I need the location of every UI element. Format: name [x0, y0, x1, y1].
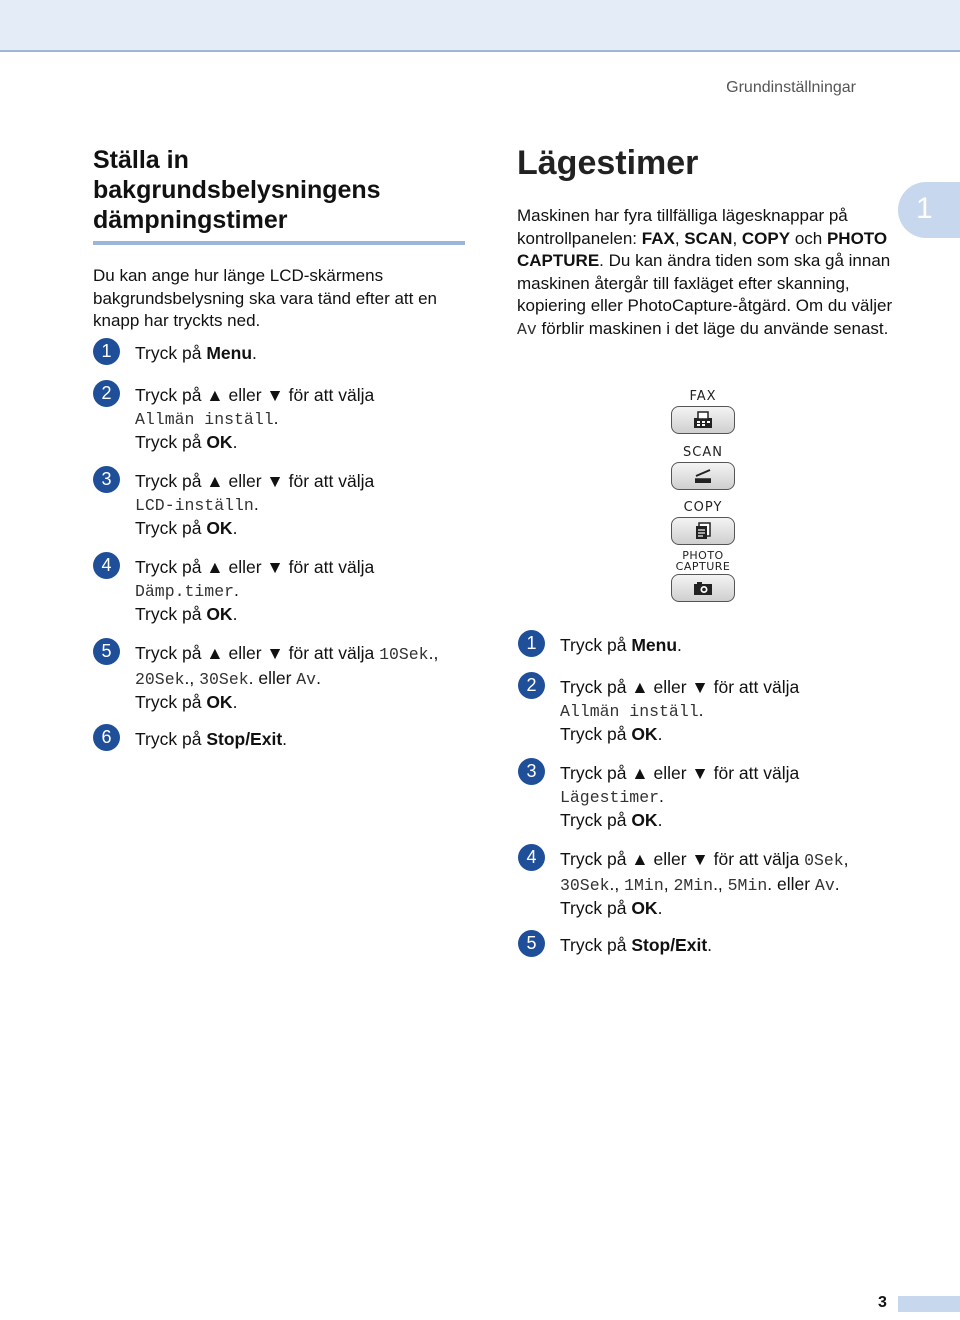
menu-option: Lägestimer.	[560, 785, 664, 807]
left-column	[93, 145, 465, 333]
step-item	[101, 469, 515, 540]
step-item	[526, 675, 940, 746]
step-number: 1	[93, 338, 120, 365]
intro-paragraph: Du kan ange hur länge LCD-skärmens bakgrundsbelysning ska vara tänd efter att en knapp har tryckts ned.	[93, 266, 437, 330]
step-text: Tryck på ▲ eller ▼ för att välja	[135, 471, 375, 491]
step-text: Tryck på ▲ eller ▼ för att välja 0Sek,	[560, 849, 849, 870]
step-text: Tryck på OK.	[135, 604, 238, 624]
step-text: Tryck på OK.	[560, 898, 663, 918]
step-number: 5	[93, 638, 120, 665]
step-text: Tryck på OK.	[135, 518, 238, 538]
heading-line: Ställa in	[93, 146, 189, 174]
fax-button	[671, 406, 735, 434]
menu-option: LCD-inställn.	[135, 493, 259, 515]
menu-options: 20Sek., 30Sek. eller Av.	[135, 667, 321, 689]
step-number: 1	[518, 630, 545, 657]
menu-options: 30Sek., 1Min, 2Min., 5Min. eller Av.	[560, 873, 840, 895]
step-number: 5	[518, 930, 545, 957]
step-item	[526, 933, 940, 957]
step-text: Tryck på Menu.	[135, 343, 257, 363]
step-text: Tryck på OK.	[135, 692, 238, 712]
camera-icon	[692, 579, 714, 597]
step-text: Tryck på ▲ eller ▼ för att välja	[135, 385, 375, 405]
page-tab-bar	[898, 1296, 960, 1312]
top-header-band	[0, 0, 960, 52]
chapter-tab	[898, 182, 960, 238]
section-heading-dimmer	[93, 145, 465, 235]
step-number: 2	[93, 380, 120, 407]
section-heading-mode-timer: Lägestimer	[517, 144, 699, 182]
step-text: Tryck på OK.	[135, 432, 238, 452]
step-text: Tryck på Menu.	[560, 635, 682, 655]
step-number: 2	[518, 672, 545, 699]
step-number: 3	[518, 758, 545, 785]
step-number: 6	[93, 724, 120, 751]
step-number: 3	[93, 466, 120, 493]
key-label: SCAN	[683, 445, 723, 460]
step-text: Tryck på OK.	[560, 810, 663, 830]
photo-capture-button	[671, 574, 735, 602]
step-item	[101, 383, 515, 454]
step-item	[101, 341, 515, 365]
step-text: Tryck på ▲ eller ▼ för att välja	[560, 763, 800, 783]
step-text: Tryck på Stop/Exit.	[560, 935, 713, 955]
step-item	[101, 555, 515, 626]
step-text: Tryck på ▲ eller ▼ för att välja	[135, 557, 375, 577]
right-column	[517, 143, 897, 341]
step-number: 4	[93, 552, 120, 579]
copy-button	[671, 517, 735, 545]
scan-button	[671, 462, 735, 490]
step-text: Tryck på ▲ eller ▼ för att välja	[560, 677, 800, 697]
key-label: FAX	[689, 389, 717, 404]
photo-capture-key	[668, 550, 738, 602]
step-text: Tryck på ▲ eller ▼ för att välja 10Sek.,	[135, 643, 439, 664]
intro-paragraph: Maskinen har fyra tillfälliga lägesknappar på kontrollpanelen: FAX, SCAN, COPY och PHOTO CAPTURE. Du kan ändra tiden som ska gå innan maskinen återgår till faxläget efter skanning, kopiering eller PhotoCapture-åtgärd. Om du väljer Av förblir maskinen i det läge du använde senast.	[517, 206, 893, 339]
step-number: 4	[518, 844, 545, 871]
heading-line: dämpningstimer	[93, 206, 288, 234]
heading-line: bakgrundsbelysningens	[93, 176, 381, 204]
step-item	[101, 641, 515, 714]
scan-key	[668, 446, 738, 490]
step-text: Tryck på Stop/Exit.	[135, 729, 288, 749]
step-item	[526, 761, 940, 832]
step-item	[526, 847, 940, 920]
key-label: CAPTURE	[675, 560, 731, 573]
page-number: 3	[878, 1294, 887, 1311]
step-item	[526, 633, 940, 657]
fax-key	[668, 390, 738, 434]
menu-option: Dämp.timer.	[135, 579, 239, 601]
heading-rule	[93, 241, 465, 245]
step-item	[101, 727, 515, 751]
running-header: Grundinställningar	[726, 79, 856, 96]
step-text: Tryck på OK.	[560, 724, 663, 744]
copy-key	[668, 501, 738, 545]
menu-option: Allmän inställ.	[135, 407, 279, 429]
fax-icon	[692, 411, 714, 429]
menu-option: Allmän inställ.	[560, 699, 704, 721]
scan-icon	[692, 467, 714, 485]
key-label: PHOTO	[682, 549, 724, 562]
chapter-number: 1	[916, 192, 933, 225]
key-label: COPY	[683, 500, 723, 515]
copy-icon	[692, 522, 714, 540]
